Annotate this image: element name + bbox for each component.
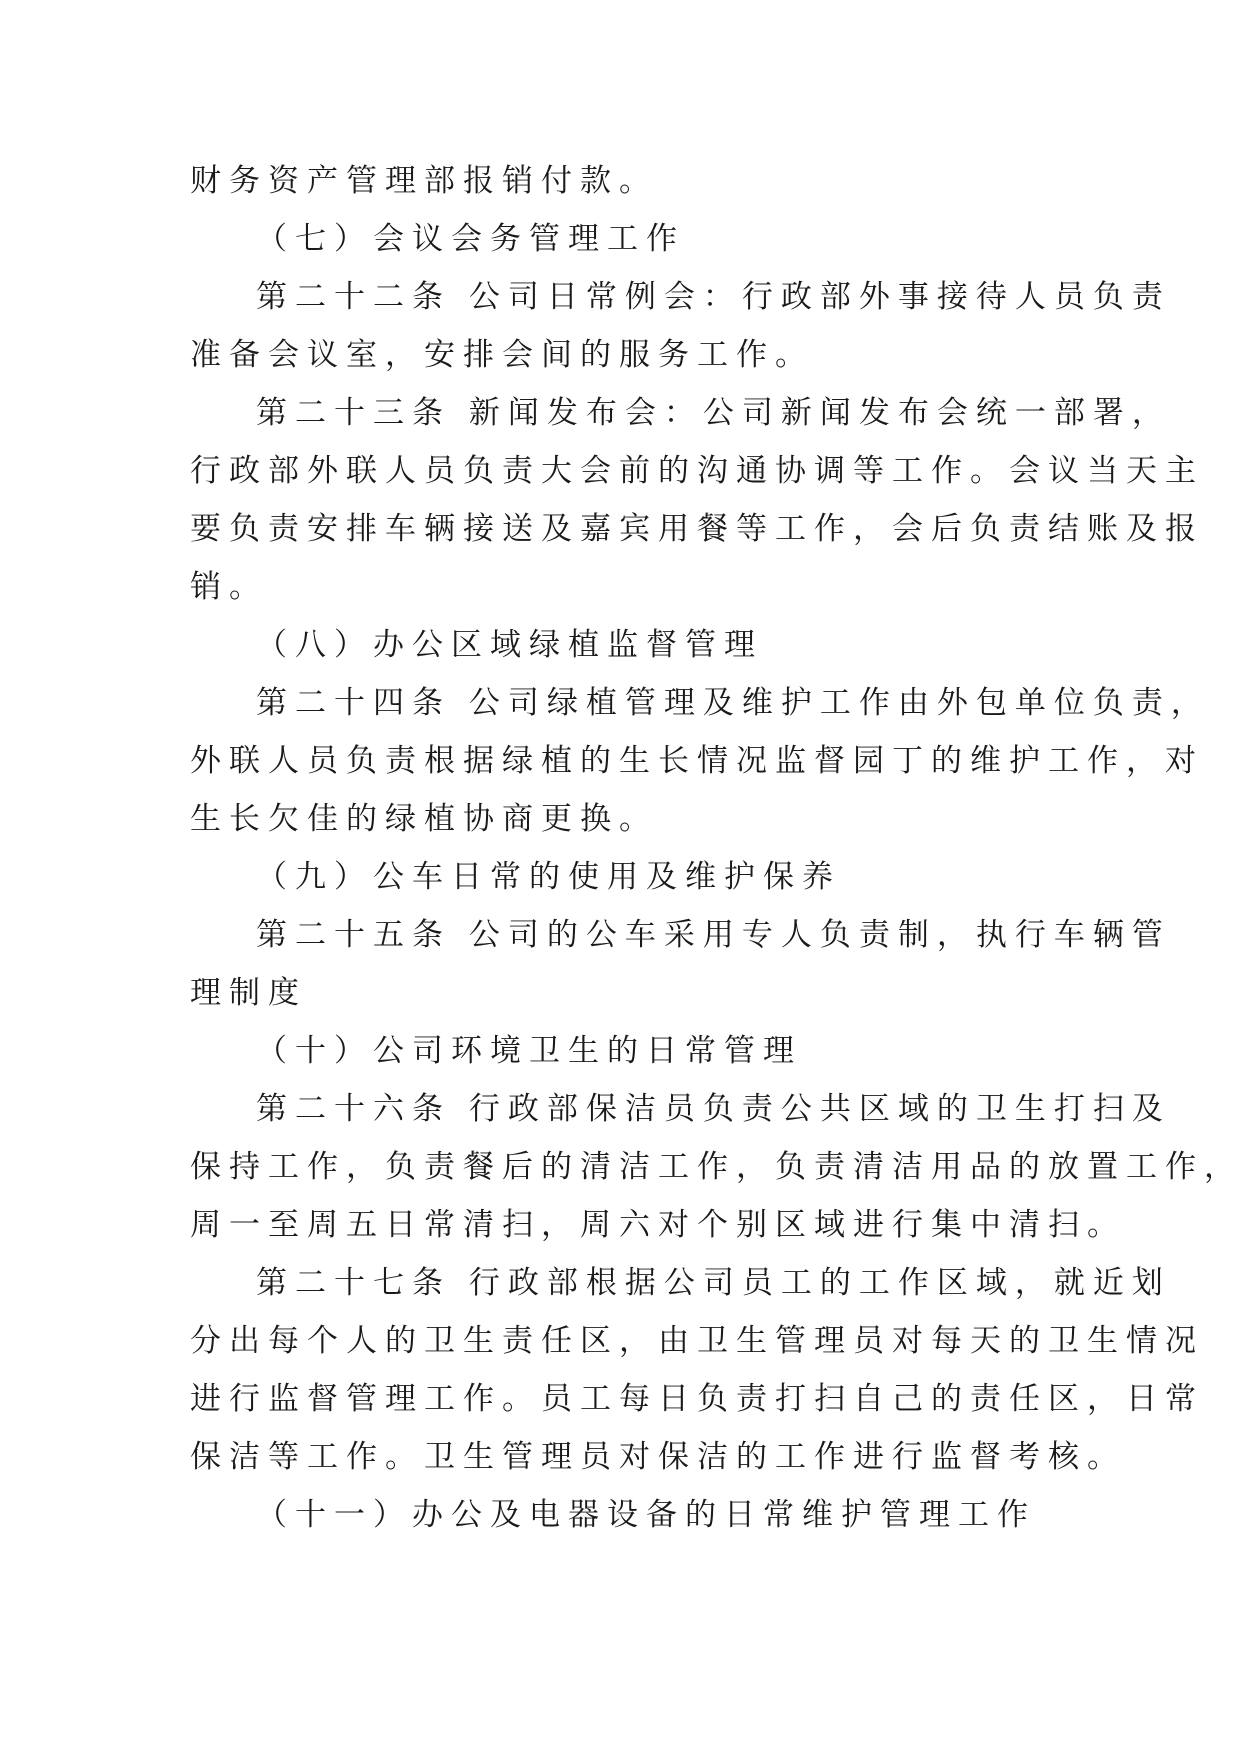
paragraph-line: 分出每个人的卫生责任区，由卫生管理员对每天的卫生情况 bbox=[190, 1323, 1204, 1359]
paragraph-line: 销。 bbox=[190, 569, 268, 605]
paragraph-line: 行政部外联人员负责大会前的沟通协调等工作。会议当天主 bbox=[190, 453, 1204, 489]
section-heading: （八）办公区域绿植监督管理 bbox=[256, 627, 763, 663]
section-heading: （十）公司环境卫生的日常管理 bbox=[256, 1033, 802, 1069]
paragraph-line: 财务资产管理部报销付款。 bbox=[190, 163, 658, 199]
body-text bbox=[190, 152, 1243, 1544]
paragraph-line: 理制度 bbox=[190, 975, 307, 1011]
article-line: 第二十五条 公司的公车采用专人负责制，执行车辆管 bbox=[256, 917, 1171, 953]
section-heading: （十一）办公及电器设备的日常维护管理工作 bbox=[256, 1497, 1036, 1533]
paragraph-line: 保持工作，负责餐后的清洁工作，负责清洁用品的放置工作， bbox=[190, 1149, 1243, 1185]
article-line: 第二十三条 新闻发布会：公司新闻发布会统一部署， bbox=[256, 395, 1171, 431]
paragraph-line: 保洁等工作。卫生管理员对保洁的工作进行监督考核。 bbox=[190, 1439, 1126, 1475]
article-line: 第二十七条 行政部根据公司员工的工作区域，就近划 bbox=[256, 1265, 1171, 1301]
paragraph-line: 周一至周五日常清扫，周六对个别区域进行集中清扫。 bbox=[190, 1207, 1126, 1243]
paragraph-line: 外联人员负责根据绿植的生长情况监督园丁的维护工作，对 bbox=[190, 743, 1204, 779]
paragraph-line: 进行监督管理工作。员工每日负责打扫自己的责任区，日常 bbox=[190, 1381, 1204, 1417]
paragraph-line: 生长欠佳的绿植协商更换。 bbox=[190, 801, 658, 837]
article-line: 第二十四条 公司绿植管理及维护工作由外包单位负责， bbox=[256, 685, 1210, 721]
section-heading: （九）公车日常的使用及维护保养 bbox=[256, 859, 841, 895]
article-line: 第二十六条 行政部保洁员负责公共区域的卫生打扫及 bbox=[256, 1091, 1171, 1127]
article-line: 第二十二条 公司日常例会：行政部外事接待人员负责 bbox=[256, 279, 1171, 315]
section-heading: （七）会议会务管理工作 bbox=[256, 221, 685, 257]
paragraph-line: 准备会议室，安排会间的服务工作。 bbox=[190, 337, 814, 373]
paragraph-line: 要负责安排车辆接送及嘉宾用餐等工作，会后负责结账及报 bbox=[190, 511, 1204, 547]
